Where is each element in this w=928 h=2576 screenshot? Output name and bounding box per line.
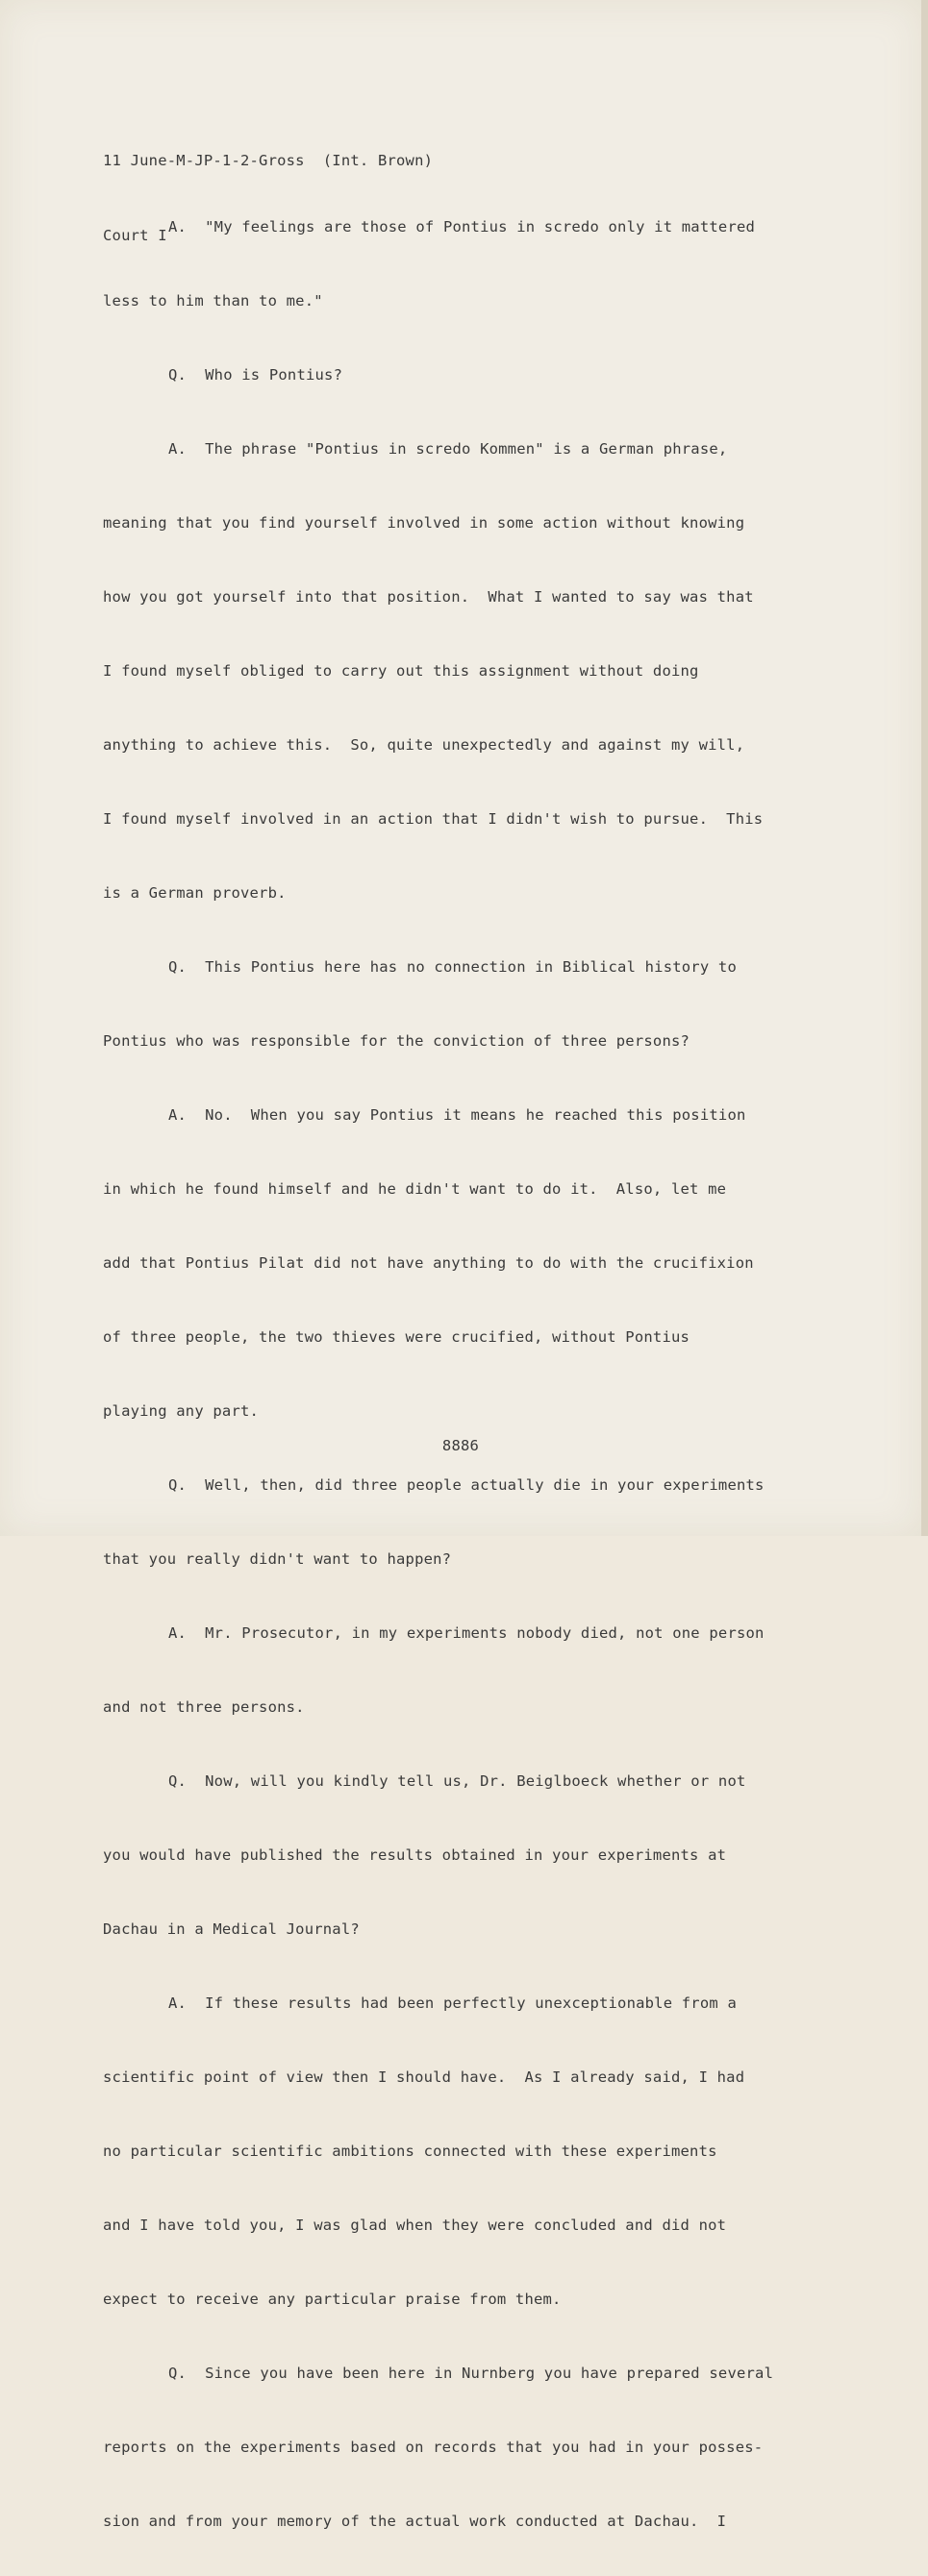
transcript-line: A. "My feelings are those of Pontius in scredo only it mattered xyxy=(168,218,756,235)
transcript-line: A. The phrase "Pontius in scredo Kommen" is a German phrase, xyxy=(168,440,728,458)
transcript-line: Q. Well, then, did three people actually die in your experiments xyxy=(168,1476,765,1494)
transcript-line: expect to receive any particular praise from them. xyxy=(103,2291,562,2308)
transcript-line: Q. Since you have been here in Nurnberg you have prepared several xyxy=(168,2365,774,2382)
transcript-line: no particular scientific ambitions connected with these experiments xyxy=(103,2143,717,2160)
transcript-line: scientific point of view then I should have. As I already said, I had xyxy=(103,2068,745,2086)
transcript-line: meaning that you find yourself involved in some action without knowing xyxy=(103,514,745,532)
transcript-line: I found myself involved in an action that I didn't wish to pursue. This xyxy=(103,810,764,828)
transcript-line: Dachau in a Medical Journal? xyxy=(103,1920,360,1938)
transcript-line: how you got yourself into that position. What I wanted to say was that xyxy=(103,588,754,606)
transcript-line: Pontius who was responsible for the conviction of three persons? xyxy=(103,1032,690,1050)
transcript-line: of three people, the two thieves were crucified, without Pontius xyxy=(103,1328,690,1346)
transcript-line: is a German proverb. xyxy=(103,884,287,902)
transcript-line: A. Mr. Prosecutor, in my experiments nobody died, not one person xyxy=(168,1624,765,1642)
transcript-line: Q. Now, will you kindly tell us, Dr. Beiglboeck whether or not xyxy=(168,1772,746,1790)
transcript-line: you would have published the results obtained in your experiments at xyxy=(103,1846,727,1864)
header-court: Court I xyxy=(103,227,167,244)
transcript-line: that you really didn't want to happen? xyxy=(103,1550,452,1568)
transcript-line: A. If these results had been perfectly unexceptionable from a xyxy=(168,1994,737,2012)
transcript-line: A. No. When you say Pontius it means he reached this position xyxy=(168,1106,746,1124)
transcript-line: less to him than to me." xyxy=(103,292,323,310)
transcript-body xyxy=(103,173,773,2576)
transcript-line: and not three persons. xyxy=(103,1698,305,1716)
transcript-line: and I have told you, I was glad when they were concluded and did not xyxy=(103,2217,727,2234)
transcript-line: in which he found himself and he didn't want to do it. Also, let me xyxy=(103,1180,727,1198)
page-number: 8886 xyxy=(441,1437,480,1454)
transcript-line: I found myself obliged to carry out this assignment without doing xyxy=(103,662,699,680)
header-reference: 11 June-M-JP-1-2-Gross (Int. Brown) xyxy=(103,152,434,169)
transcript-line: reports on the experiments based on records that you had in your posses- xyxy=(103,2439,764,2456)
transcript-line: Q. Who is Pontius? xyxy=(168,366,343,384)
transcript-line: playing any part. xyxy=(103,1402,260,1420)
transcript-line: anything to achieve this. So, quite unexpectedly and against my will, xyxy=(103,736,745,754)
transcript-line: Q. This Pontius here has no connection in Biblical history to xyxy=(168,958,737,976)
transcript-line: add that Pontius Pilat did not have anything to do with the crucifixion xyxy=(103,1254,754,1272)
transcript-line: sion and from your memory of the actual work conducted at Dachau. I xyxy=(103,2513,727,2530)
